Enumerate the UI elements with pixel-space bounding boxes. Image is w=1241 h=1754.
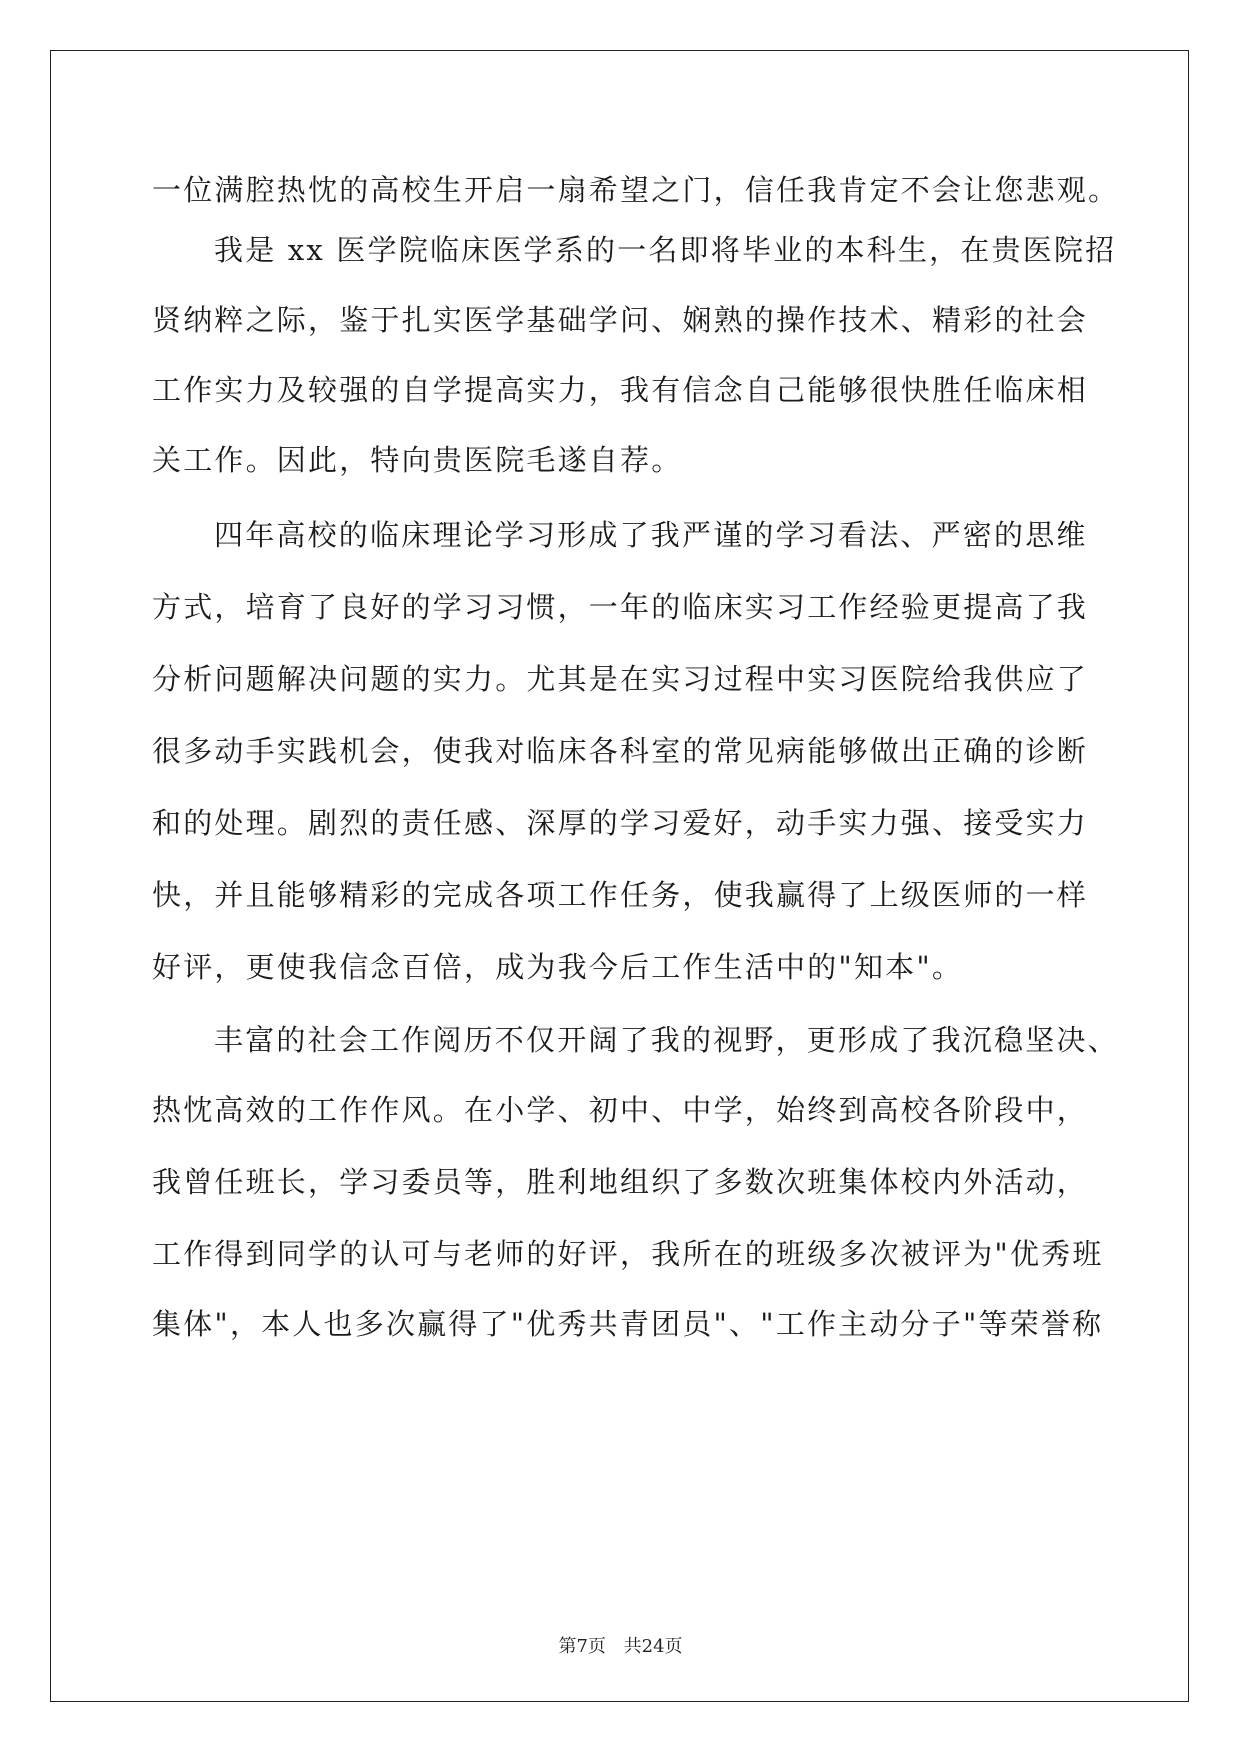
text-line: 四年高校的临床理论学习形成了我严谨的学习看法、严密的思维 — [214, 518, 1088, 552]
text-line: 工作实力及较强的自学提高实力，我有信念自己能够很快胜任临床相 — [152, 373, 1089, 407]
text-line: 丰富的社会工作阅历不仅开阔了我的视野，更形成了我沉稳坚决、 — [214, 1023, 1119, 1057]
text-line: 一位满腔热忱的高校生开启一扇希望之门，信任我肯定不会让您悲观。 — [152, 173, 1120, 207]
text-line: 很多动手实践机会，使我对临床各科室的常见病能够做出正确的诊断 — [152, 734, 1089, 768]
text-line: 我曾任班长，学习委员等，胜利地组织了多数次班集体校内外活动， — [152, 1165, 1089, 1199]
text-line: 我是 xx 医学院临床医学系的一名即将毕业的本科生，在贵医院招 — [214, 233, 1117, 267]
text-line: 快，并且能够精彩的完成各项工作任务，使我赢得了上级医师的一样 — [152, 878, 1089, 912]
text-line: 好评，更使我信念百倍，成为我今后工作生活中的"知本"。 — [152, 950, 964, 984]
page-total: 共24页 — [623, 1636, 683, 1657]
page-number: 第7页 — [558, 1636, 606, 1657]
text-line: 关工作。因此，特向贵医院毛遂自荐。 — [152, 443, 683, 477]
text-line: 贤纳粹之际，鉴于扎实医学基础学问、娴熟的操作技术、精彩的社会 — [152, 303, 1089, 337]
page-footer — [0, 1632, 1241, 1658]
text-line: 和的处理。剧烈的责任感、深厚的学习爱好，动手实力强、接受实力 — [152, 806, 1089, 840]
text-line: 热忱高效的工作作风。在小学、初中、中学，始终到高校各阶段中， — [152, 1093, 1089, 1127]
text-line: 方式，培育了良好的学习习惯，一年的临床实习工作经验更提高了我 — [152, 590, 1089, 624]
text-line: 集体"，本人也多次赢得了"优秀共青团员"、"工作主动分子"等荣誉称 — [152, 1307, 1104, 1341]
text-line: 工作得到同学的认可与老师的好评，我所在的班级多次被评为"优秀班 — [152, 1237, 1104, 1271]
text-line: 分析问题解决问题的实力。尤其是在实习过程中实习医院给我供应了 — [152, 662, 1089, 696]
